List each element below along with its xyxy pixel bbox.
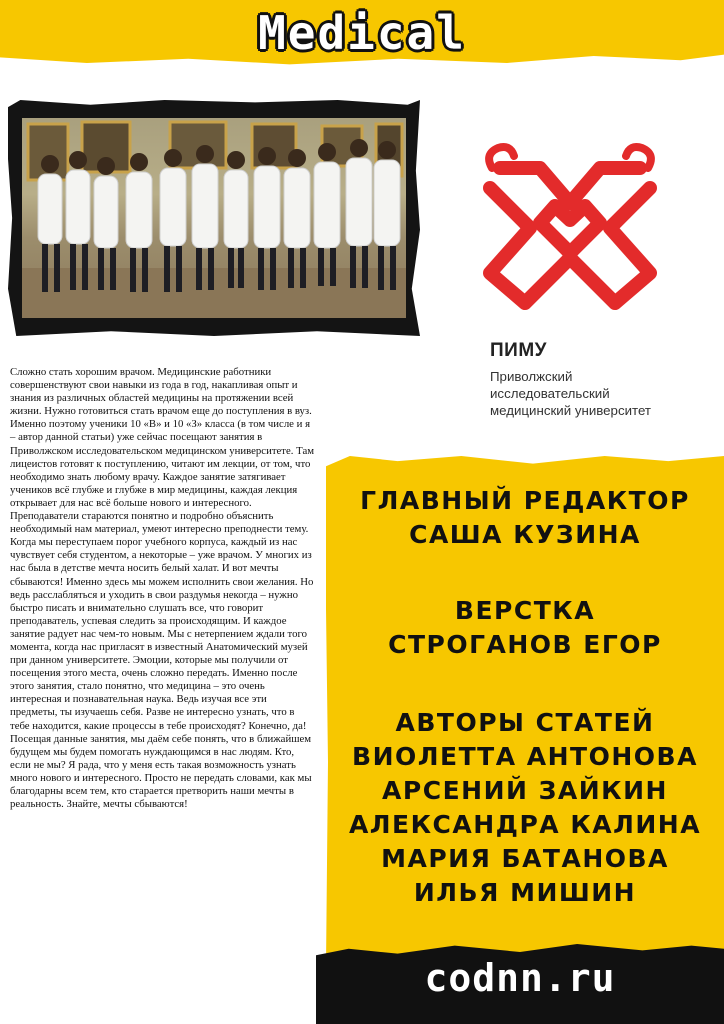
layout-credit xyxy=(326,594,724,662)
group-photo xyxy=(22,118,406,318)
layout-name: СТРОГАНОВ ЕГОР xyxy=(388,630,662,659)
university-name-line: исследовательский xyxy=(490,386,610,401)
authors-credit xyxy=(326,706,724,910)
editor-name: САША КУЗИНА xyxy=(409,520,641,549)
university-abbreviation: ПИМУ xyxy=(490,340,547,361)
page-title: Medical xyxy=(258,6,466,60)
author-name: ВИОЛЕТТА АНТОНОВА xyxy=(352,742,698,771)
university-name-line: Приволжский xyxy=(490,369,573,384)
article-text: Сложно стать хорошим врачом. Медицинские работники совершенствуют свои навыки из года в год, накапливая опыт и знания из различных областей медицины на протяжении всей жизни. Нужно готовиться стать врачом еще до поступления в вуз. Именно поэтому ученики 10 «В» и 10 «З» класса (в том числе и я – автор данной статьи) уже сейчас посещают занятия в Приволжском исследовательском медицинском университете. Там лицеистов готовят к поступлению, читают им лекции, от том, что необходимо знать любому врачу. Каждое занятие затягивает учеников всё глубже и глубже в мир медицины, каждая лекция открывает для нас всё больше нового и интересного. Преподаватели стараются понятно и подробно объяснить необходимый нам материал, умеют интересно преподнести тему. Когда мы переступаем порог учебного корпуса, каждый из нас чувствует себя студентом, а некоторые – уже врачом. У многих из нас была в детстве мечта носить белый халат. И вот мечты сбываются! Именно здесь мы можем исполнить свои желания. Но ведь расслабляться и уходить в свои раздумья некогда – нужно быстро писать и внимательно слушать все, что говорит преподаватель, успевая следить за происходящим. И каждое занятие радует нас чем-то новым. Мы с нетерпением ждали того момента, когда нас пригласят в известный Анатомический музей при данном университете. Эмоции, которые мы получили от посещения этого места, очень сложно передать. Именно после этого занятия, стало понятно, что медицина – это очень интересная и познавательная наука. Ведь изучая все эти предметы, ты изучаешь себя. Разве не интересно узнать, что в тебе находится, какие процессы в тебе происходят? Конечно, да! Посещая данные занятия, мы даём себе понять, что в ближайшем будущем мы будем помогать нуждающимся в нас людям. Кто, если не мы? Я рада, что у меня есть такая возможность узнать много нового и интересного. Просто не передать словами, как мы благодарны всем тем, кто старается претворить наши мечты в реальность. Знайте, мечты сбываются! xyxy=(10,366,315,811)
site-link[interactable]: codnn.ru xyxy=(424,956,616,1000)
editor-credit xyxy=(326,484,724,552)
author-name: ИЛЬЯ МИШИН xyxy=(413,878,637,907)
university-name-line: медицинский университет xyxy=(490,403,652,418)
author-name: АРСЕНИЙ ЗАЙКИН xyxy=(382,776,668,805)
pimu-logo-icon xyxy=(470,128,670,318)
editor-label: ГЛАВНЫЙ РЕДАКТОР xyxy=(360,486,690,515)
layout-label: ВЕРСТКА xyxy=(454,596,596,625)
author-name: АЛЕКСАНДРА КАЛИНА xyxy=(348,810,702,839)
authors-label: АВТОРЫ СТАТЕЙ xyxy=(395,708,655,737)
university-name xyxy=(490,368,720,419)
author-name: МАРИЯ БАТАНОВА xyxy=(381,844,669,873)
